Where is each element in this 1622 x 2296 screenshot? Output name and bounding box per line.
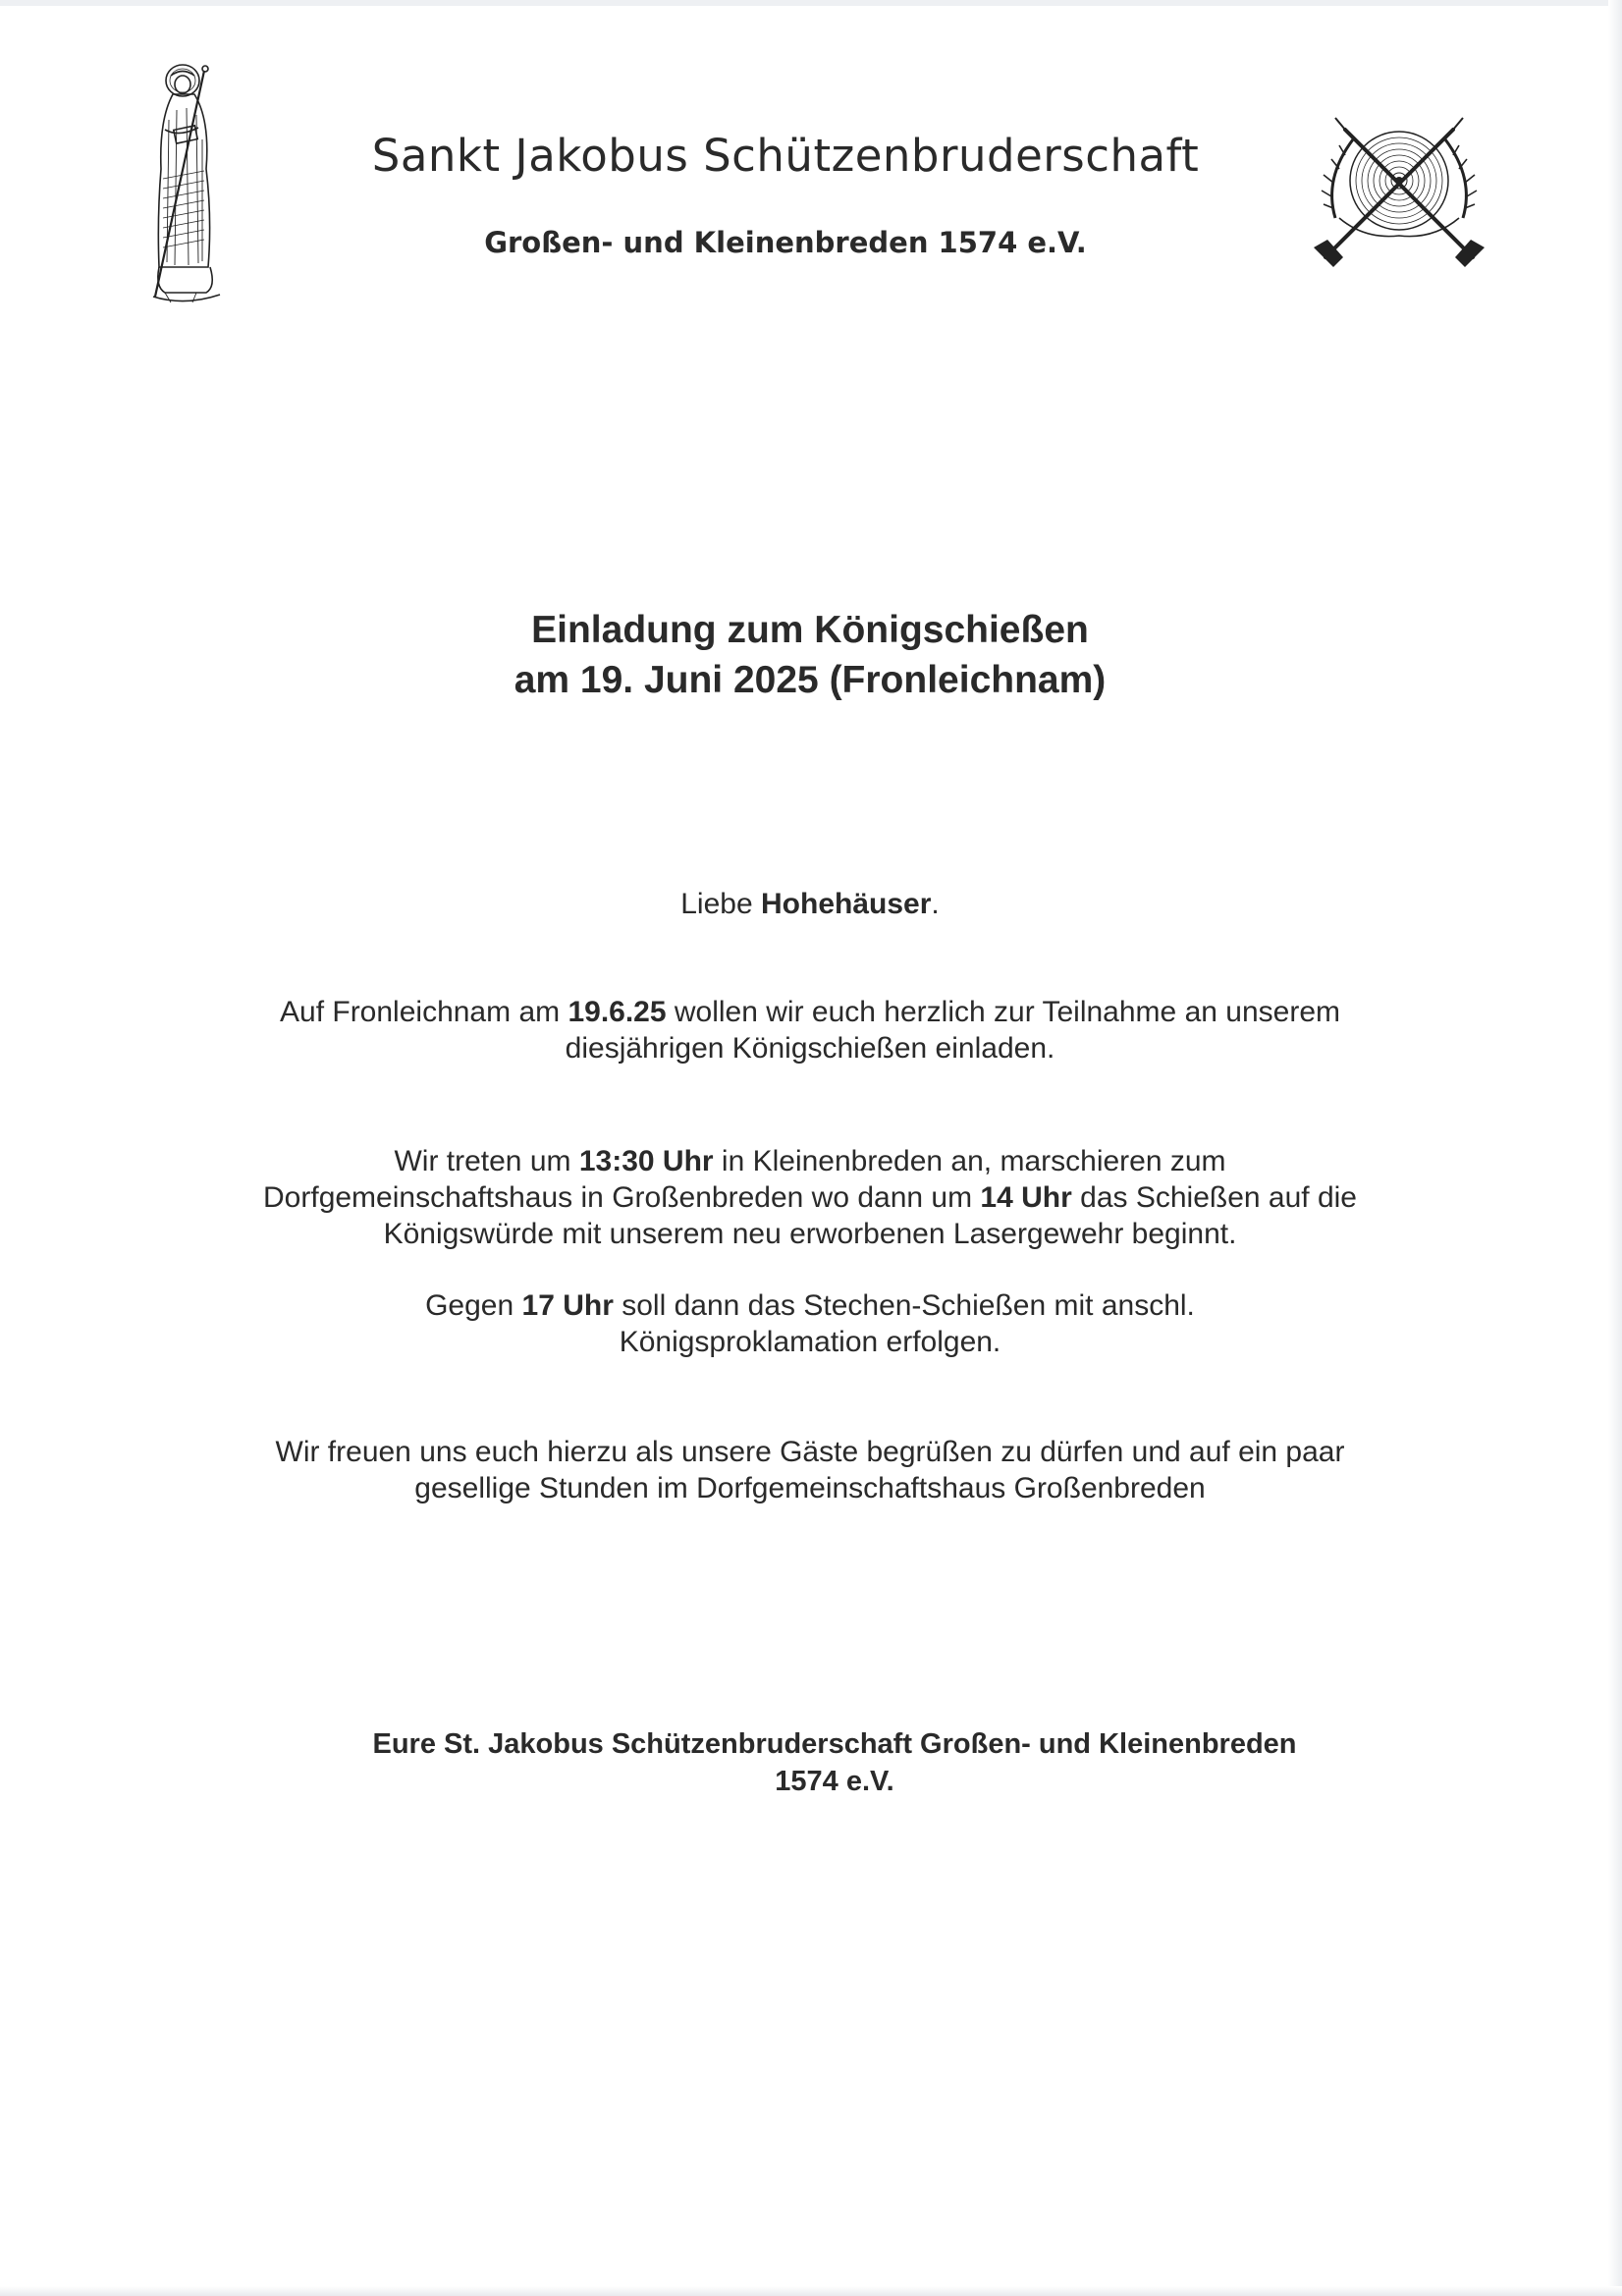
target-with-rifles-icon	[1306, 110, 1492, 267]
scan-edge-right	[1608, 0, 1622, 2296]
signature	[295, 1725, 1375, 1800]
paragraph-line	[147, 1179, 1473, 1216]
paragraph-proclamation	[147, 1287, 1473, 1360]
text-span: Dorfgemeinschaftshaus in Großenbreden wo dann um	[263, 1181, 981, 1214]
title-line-2: am 19. Juni 2025 (Fronleichnam)	[514, 659, 1107, 701]
time-bold: 17 Uhr	[521, 1289, 614, 1322]
saint-jakobus-icon	[135, 61, 234, 308]
paragraph-line: diesjährigen Königschießen einladen.	[565, 1032, 1055, 1065]
organization-name: Sankt Jakobus Schützenbruderschaft	[371, 130, 1200, 182]
paragraph-line	[147, 1287, 1473, 1324]
paragraph-line	[147, 1143, 1473, 1179]
paragraph-invitation	[147, 994, 1473, 1066]
signature-line-1: Eure St. Jakobus Schützenbruderschaft Großen- und Kleinenbreden	[372, 1728, 1297, 1760]
text-span: das Schießen auf die	[1071, 1181, 1357, 1214]
title-line-1: Einladung zum Königschießen	[531, 609, 1089, 651]
paragraph-schedule	[147, 1143, 1473, 1252]
text-span: soll dann das Stechen-Schießen mit anschl.	[613, 1289, 1195, 1322]
invitation-title	[295, 605, 1325, 705]
paragraph-line: Königsproklamation erfolgen.	[619, 1326, 1001, 1358]
paragraph-line	[147, 994, 1473, 1030]
scan-edge-top	[0, 0, 1622, 6]
signature-line-2: 1574 e.V.	[775, 1766, 894, 1797]
paragraph-line: Königswürde mit unserem neu erworbenen Lasergewehr beginnt.	[383, 1218, 1237, 1250]
greeting	[147, 886, 1473, 922]
paragraph-line: gesellige Stunden im Dorfgemeinschaftshaus Großenbreden	[414, 1472, 1206, 1504]
greeting-punct: .	[931, 888, 940, 920]
paragraph-closing	[147, 1434, 1473, 1506]
greeting-text: Liebe	[680, 888, 761, 920]
paragraph-line: Wir freuen uns euch hierzu als unsere Gäste begrüßen zu dürfen und auf ein paar	[275, 1436, 1345, 1468]
text-span: wollen wir euch herzlich zur Teilnahme an unserem	[666, 996, 1340, 1028]
time-bold: 14 Uhr	[980, 1181, 1072, 1214]
time-bold: 13:30 Uhr	[578, 1145, 714, 1177]
text-span: Auf Fronleichnam am	[280, 996, 568, 1028]
text-span: Wir treten um	[394, 1145, 579, 1177]
greeting-recipient: Hohehäuser	[761, 888, 932, 920]
scan-edge-bottom	[0, 2286, 1622, 2296]
text-span: in Kleinenbreden an, marschieren zum	[713, 1145, 1226, 1177]
text-span: Gegen	[425, 1289, 522, 1322]
organization-subtitle: Großen- und Kleinenbreden 1574 e.V.	[484, 226, 1087, 259]
date-bold: 19.6.25	[568, 996, 667, 1028]
